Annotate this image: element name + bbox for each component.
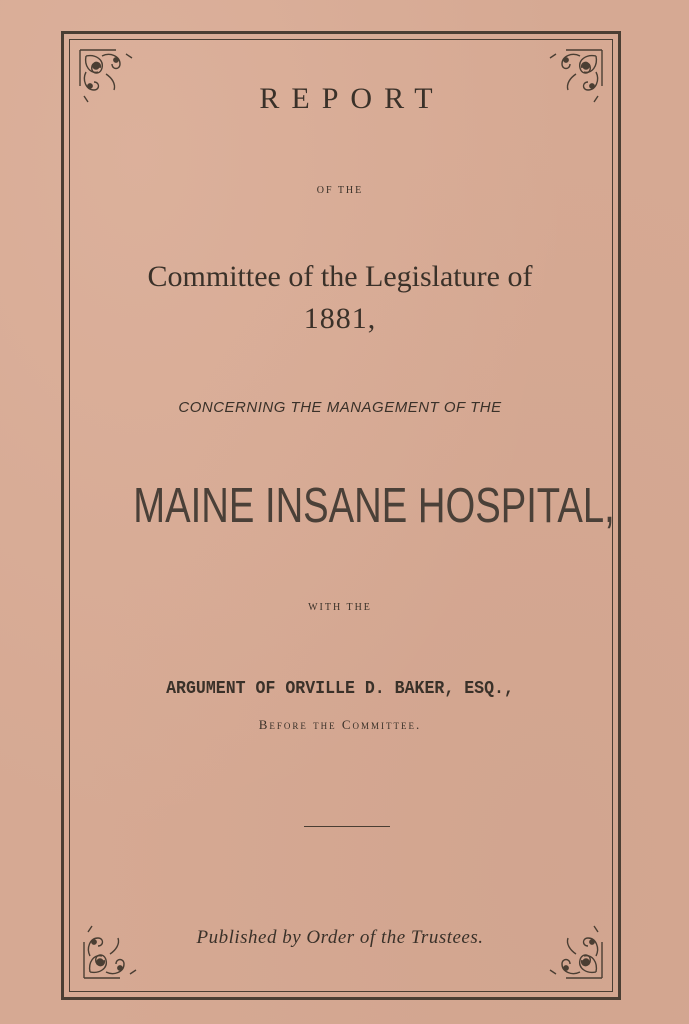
hospital-title: MAINE INSANE HOSPITAL,: [133, 479, 615, 533]
committee-heading: Committee of the Legislature of: [147, 260, 533, 293]
divider-rule: [304, 826, 390, 827]
concerning-subtitle: CONCERNING THE MANAGEMENT OF THE: [178, 399, 502, 416]
year-heading: 1881,: [303, 302, 377, 335]
of-the-label: OF THE: [316, 185, 364, 196]
with-the-label: WITH THE: [308, 602, 372, 613]
before-committee-label: Before the Committee.: [258, 717, 422, 732]
published-by-line: Published by Order of the Trustees.: [196, 927, 484, 948]
title-report: REPORT: [259, 82, 445, 115]
argument-heading: ARGUMENT OF ORVILLE D. BAKER, ESQ.,: [166, 679, 514, 699]
